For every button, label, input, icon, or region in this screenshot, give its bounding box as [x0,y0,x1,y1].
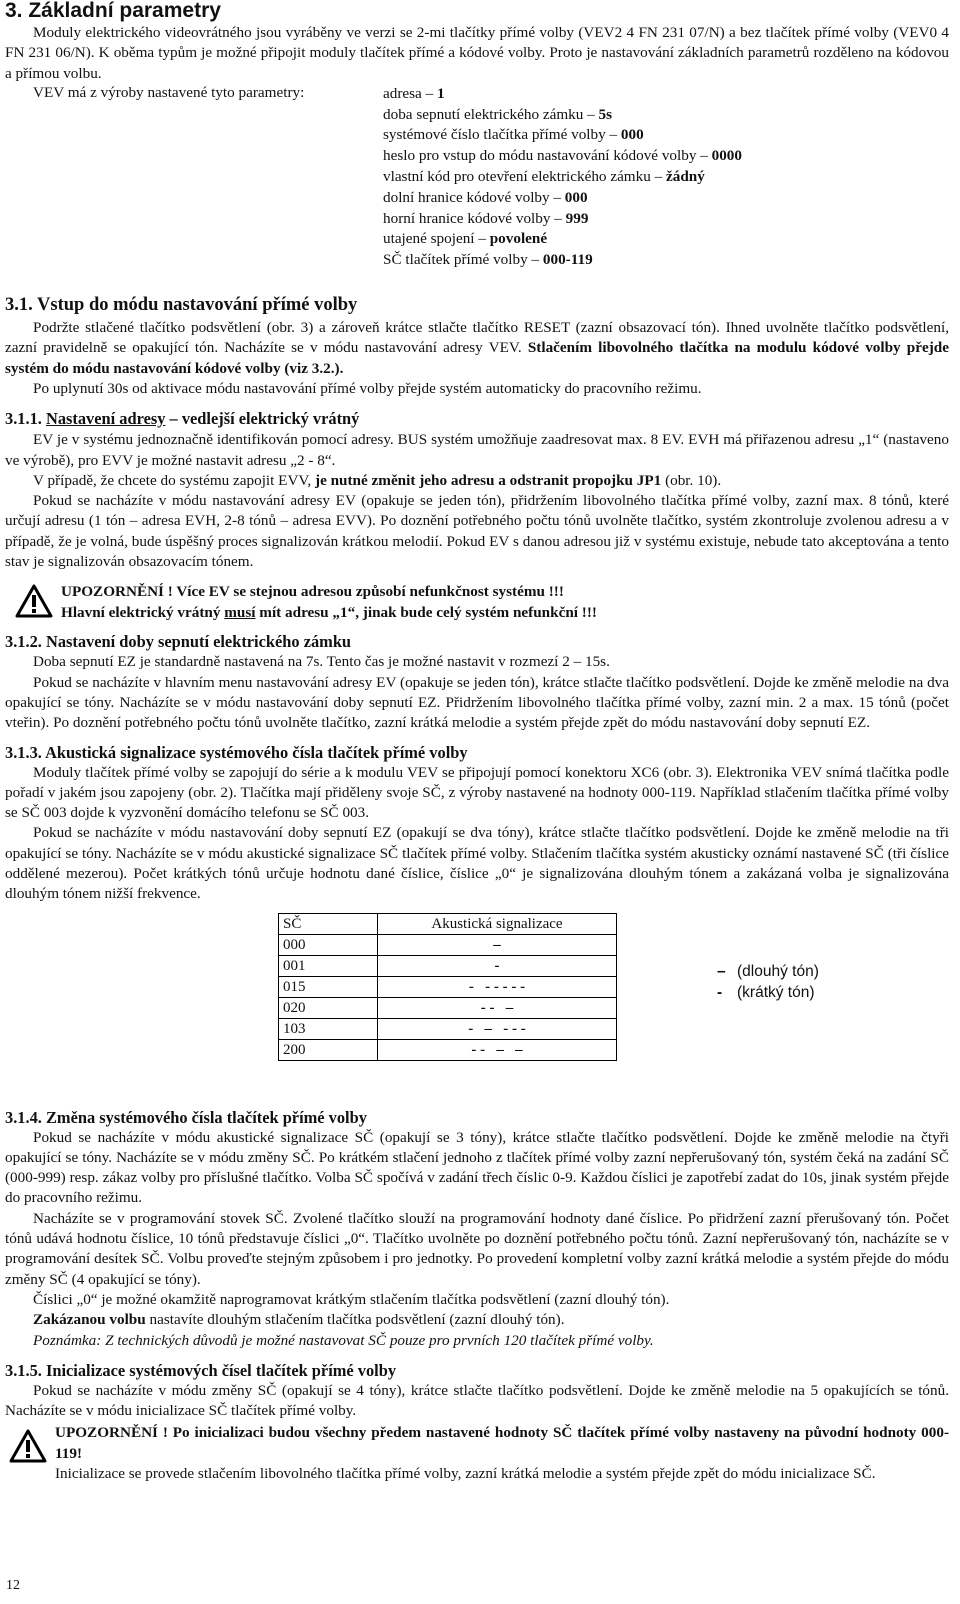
warning-1-must: musí [224,603,256,621]
page [5,0,949,1484]
table-row [279,1018,617,1039]
param-value: 5s [598,105,613,123]
section-3-1-5-p1: Pokud se nacházíte v módu změny SČ (opakují se 4 tóny), krátce stlačte tlačítko podsvětlení. Dojde ke změně melodie na 5 opakujících se tónů. Nacházíte se v módu inicializace SČ tlačítek přímé volby. [5,1381,949,1420]
table-cell: 000 [279,934,378,955]
section-3-1-4-p4 [5,1310,949,1330]
param-text: dolní hranice kódové volby – [383,188,561,206]
table-row [279,1039,617,1060]
param-row [383,84,949,105]
section-3-1-4-forbidden: Zakázanou volbu [33,1311,146,1329]
param-row [383,188,949,209]
table-row [279,976,617,997]
section-3-1-2-p2: Pokud se nacházíte v hlavním menu nastavování adresy EV (opakuje se jeden tón), krátce stlačte tlačítko podsvětlení. Dojde ke změně melodie na dva opakující se tóny. Nacházíte se v módu nastavování doby sepnutí EZ. Přidržením libovolného tlačítka přímé volby, zazní min. 2 a max. 15 tónů (počet vteřin). Po doznění potřebného počtu tónů uvolněte tlačítko, zazní krátká melodie a systém přejde zpět do módu nastavování doby sepnutí EZ. [5,673,949,732]
section-3-1-2-title: 3.1.2. Nastavení doby sepnutí elektrického zámku [5,632,352,652]
default-parameters [5,84,949,271]
section-3-1-1-p1: EV je v systému jednoznačně identifikován pomocí adresy. BUS systém umožňuje zaadresovat max. 8 EV. EVH má přiřazenou adresu „1“ (nastaveno ve výrobě), pro EVV je možné nastavit adresu „2 - 8“. [5,431,949,469]
section-3-1-3-title: 3.1.3. Akustická signalizace systémového čísla tlačítek přímé volby [5,742,468,762]
table-cell: 015 [279,976,378,997]
section-3-1-4-p2: Nacházíte se v programování stovek SČ. Zvolené tlačítko slouží na programování hodnoty dané číslice. Po přidržení zazní přerušovaný tón. Počet tónů udává hodnotu číslice, 10 tónů představuje číslici „0“. Tlačítko uvolněte po doznění potřebného počtu tónů. Zazní nepřerušovaný tón, nacházíte se v programování desítek SČ. Volbu proveďte stejným způsobem i pro jednotky. Po provedení kompletní volby zazní krátká melodie a systém přejde do módu změny SČ (4 opakující se tóny). [5,1209,949,1288]
section-3-1-bold: Stlačením libovolného tlačítka na modulu kódové volby přejde systém do módu nastavování kódové volby (viz 3.2.). [5,339,949,377]
table-row [279,934,617,955]
section-3-1-paragraph [5,318,949,379]
param-value: žádný [666,168,705,186]
table-header-cell: SČ [279,913,378,934]
warning-1-line-2a: Hlavní elektrický vrátný [61,603,225,621]
section-3-1-4-title: 3.1.4. Změna systémového čísla tlačítek přímé volby [5,1107,367,1127]
intro-paragraph: Moduly elektrického videovrátného jsou vyráběny ve verzi se 2-mi tlačítky přímé volby (VEV2 4 FN 231 07/N) a bez tlačítek přímé volby (VEV0 4 FN 231 06/N). K oběma typům je možné připojit moduly tlačítek přímé a kódové volby. Proto je nastavování základních parametrů rozděleno na kódovou a přímou volbu. [5,24,949,82]
page-title: 3. Základní parametry [5,0,221,22]
page-number: 12 [6,1578,20,1593]
param-value: povolené [489,230,548,248]
section-3-1-1-title [5,408,949,429]
section-3-1-5-title: 3.1.5. Inicializace systémových čísel tlačítek přímé volby [5,1360,397,1380]
section-3-1-4-p3: Číslici „0“ je možné okamžitě naprogramovat krátkým stlačením tlačítka podsvětlení (zazní dlouhý tón). [33,1290,670,1308]
legend-symbol: – [717,962,726,980]
table-cell: - [378,955,617,976]
table-cell: - - – – [378,1039,617,1060]
param-row [383,146,949,167]
warning-1-line-1: UPOZORNĚNÍ ! Více EV se stejnou adresou způsobí nefunkčnost systému !!! [61,583,564,601]
table-cell: 103 [279,1018,378,1039]
param-text: heslo pro vstup do módu nastavování kódové volby – [383,147,708,165]
param-row [383,125,949,146]
warning-1-line-2 [61,603,949,624]
legend-text: (krátký tón) [737,983,815,1001]
warning-box-2 [5,1423,949,1464]
section-3-1-1-num: 3.1.1. [5,409,46,429]
section-3-1-title: 3.1. Vstup do módu nastavování přímé volby [5,295,358,316]
warning-2-line-2: Inicializace se provede stlačením libovolného tlačítka přímé volby, zazní krátká melodie a systém přejde zpět do módu inicializace SČ. [55,1465,876,1483]
section-3-1-paragraph-2: Po uplynutí 30s od aktivace módu nastavování přímé volby přejde systém automaticky do pracovního režimu. [33,379,702,397]
param-value: 1 [436,84,445,102]
signal-table-wrap [5,913,949,1107]
signal-legend [717,961,819,1003]
section-3-1-1-title-b: – vedlejší elektrický vrátný [165,409,360,429]
section-3-1-1-p2b: je nutné změnit jeho adresu a odstranit propojku JP1 [315,471,662,489]
section-3-1-3-p2: Pokud se nacházíte v módu nastavování doby sepnutí EZ (opakují se dva tóny), krátce stlačte tlačítko podsvětlení. Dojde ke změně melodie na tři opakující se tóny. Nacházíte se v módu akustické signalizace SČ tlačítek přímé volby. Stlačením tlačítka systém akusticky oznámí nastavené SČ (tři číslice oddělené mezerou). Počet krátkých tónů určuje hodnotu dané číslice, číslice „0“ je signalizována dlouhým tónem a zakázaná volba je signalizována dlouhým tónem nižší frekvence. [5,824,949,903]
param-text: systémové číslo tlačítka přímé volby – [383,126,618,144]
param-text: SČ tlačítek přímé volby – [383,251,540,269]
legend-item [717,982,819,1003]
param-text: adresa – [383,84,434,102]
param-row [383,167,949,188]
section-3-1-4-p1: Pokud se nacházíte v módu akustické signalizace SČ (opakují se 3 tóny), krátce stlačte tlačítko podsvětlení. Dojde ke změně melodie na čtyři opakující se tóny. Nacházíte se v módu změny SČ. Po krátkém stlačení jednoho z tlačítek přímé volby zazní nepřerušovaný tón, systém čeká na zadání SČ (000-999) resp. zákaz volby pro příslušné tlačítko. Volba SČ spočívá v zadání třech číslic 0-9. Každou číslici je zapotřebí zadat do 10s, jinak systém přejde do pracovního režimu. [5,1128,949,1207]
warning-2-line-1: UPOZORNĚNÍ ! Po inicializaci budou všechny předem nastavené hodnoty SČ tlačítek přímé volby nastaveny na původní hodnoty 000-119! [55,1424,949,1462]
param-row [383,209,949,230]
section-3-1-1-p3: Pokud se nacházíte v módu nastavování adresy EV (opakuje se jeden tón), přidržením libovolného tlačítka přímé volby, zazní max. 8 tónů, které určují adresu (1 tón – adresa EVH, 2-8 tónů – adresa EVV). Po doznění potřebného počtu tónů uvolněte tlačítko, systém zkontroluje zvolenou adresu a v případě, že je volná, bude úspěšný proces signalizován krátkou melodií. Pokud EV s danou adresou již v systému existuje, nebude tato akceptována a tento stav je signalizován obsazovacím tónem. [5,492,949,571]
signal-table [278,913,617,1061]
legend-item [717,961,819,982]
section-3-1-1-p2a: V případě, že chcete do systému zapojit EVV, [33,471,316,489]
warning-box-1 [5,582,949,623]
table-cell: 001 [279,955,378,976]
table-cell: - - - - - - [378,976,617,997]
section-3-1-4-p4b: nastavíte dlouhým stlačením tlačítka podsvětlení (zazní dlouhý tón). [145,1311,565,1329]
param-row [383,250,949,271]
param-row [383,229,949,250]
section-3-1-2-p1: Doba sepnutí EZ je standardně nastavená na 7s. Tento čas je možné nastavit v rozmezí 2 – 15s. [33,653,610,671]
param-text: vlastní kód pro otevření elektrického zámku – [383,168,663,186]
table-header-cell: Akustická signalizace [378,913,617,934]
section-3-1-1-p2 [5,471,949,491]
warning-icon [9,1429,47,1463]
table-row [279,955,617,976]
param-value: 999 [565,209,589,227]
table-cell: - - – [378,997,617,1018]
table-row [279,997,617,1018]
table-body [279,934,617,1060]
legend-text: (dlouhý tón) [737,962,819,980]
table-cell: 200 [279,1039,378,1060]
section-3-1-1-title-a: Nastavení adresy [45,409,166,429]
param-value: 000 [564,188,588,206]
param-text: horní hranice kódové volby – [383,209,562,227]
warning-1-line-2c: mít adresu „1“, jinak bude celý systém nefunkční !!! [255,603,597,621]
section-3-1-text: Podržte stlačené tlačítko podsvětlení (obr. 3) a zároveň krátce stlačte tlačítko RESET (zazní obsazovací tón). Ihned uvolněte tlačítko podsvětlení, zazní pravidelně se opakující tón. Nacházíte se v módu nastavování adresy VEV. [5,319,949,357]
param-value: 0000 [711,147,742,165]
section-3-1-4-note: Poznámka: Z technických důvodů je možné nastavovat SČ pouze pro prvních 120 tlačítek přímé volby. [33,1331,654,1349]
params-label: VEV má z výroby nastavené tyto parametry: [33,83,305,101]
param-text: utajené spojení – [383,230,486,248]
table-cell: - – - - - [378,1018,617,1039]
warning-icon [15,584,53,618]
section-3-1-3-p1: Moduly tlačítek přímé volby se zapojují do série a k modulu VEV se připojují pomocí konektoru XC6 (obr. 3). Elektronika VEV snímá tlačítka podle pořadí v jakém jsou zapojeny (obr. 2). Tlačítka mají přiděleny svoje SČ, z výroby nastavené na hodnoty 000-119. Například stlačením tlačítka přímé volby se SČ 003 dojde k vyzvonění domácího telefonu se SČ 003. [5,763,949,822]
param-text: doba sepnutí elektrického zámku – [383,105,595,123]
table-cell: 020 [279,997,378,1018]
section-3-1-1-p2c: (obr. 10). [661,471,722,489]
table-header-row [279,913,617,934]
legend-symbol: - [717,983,723,1001]
params-list [383,84,949,271]
param-value: 000-119 [542,251,593,269]
table-cell: – [378,934,617,955]
param-row [383,105,949,126]
param-value: 000 [620,126,644,144]
